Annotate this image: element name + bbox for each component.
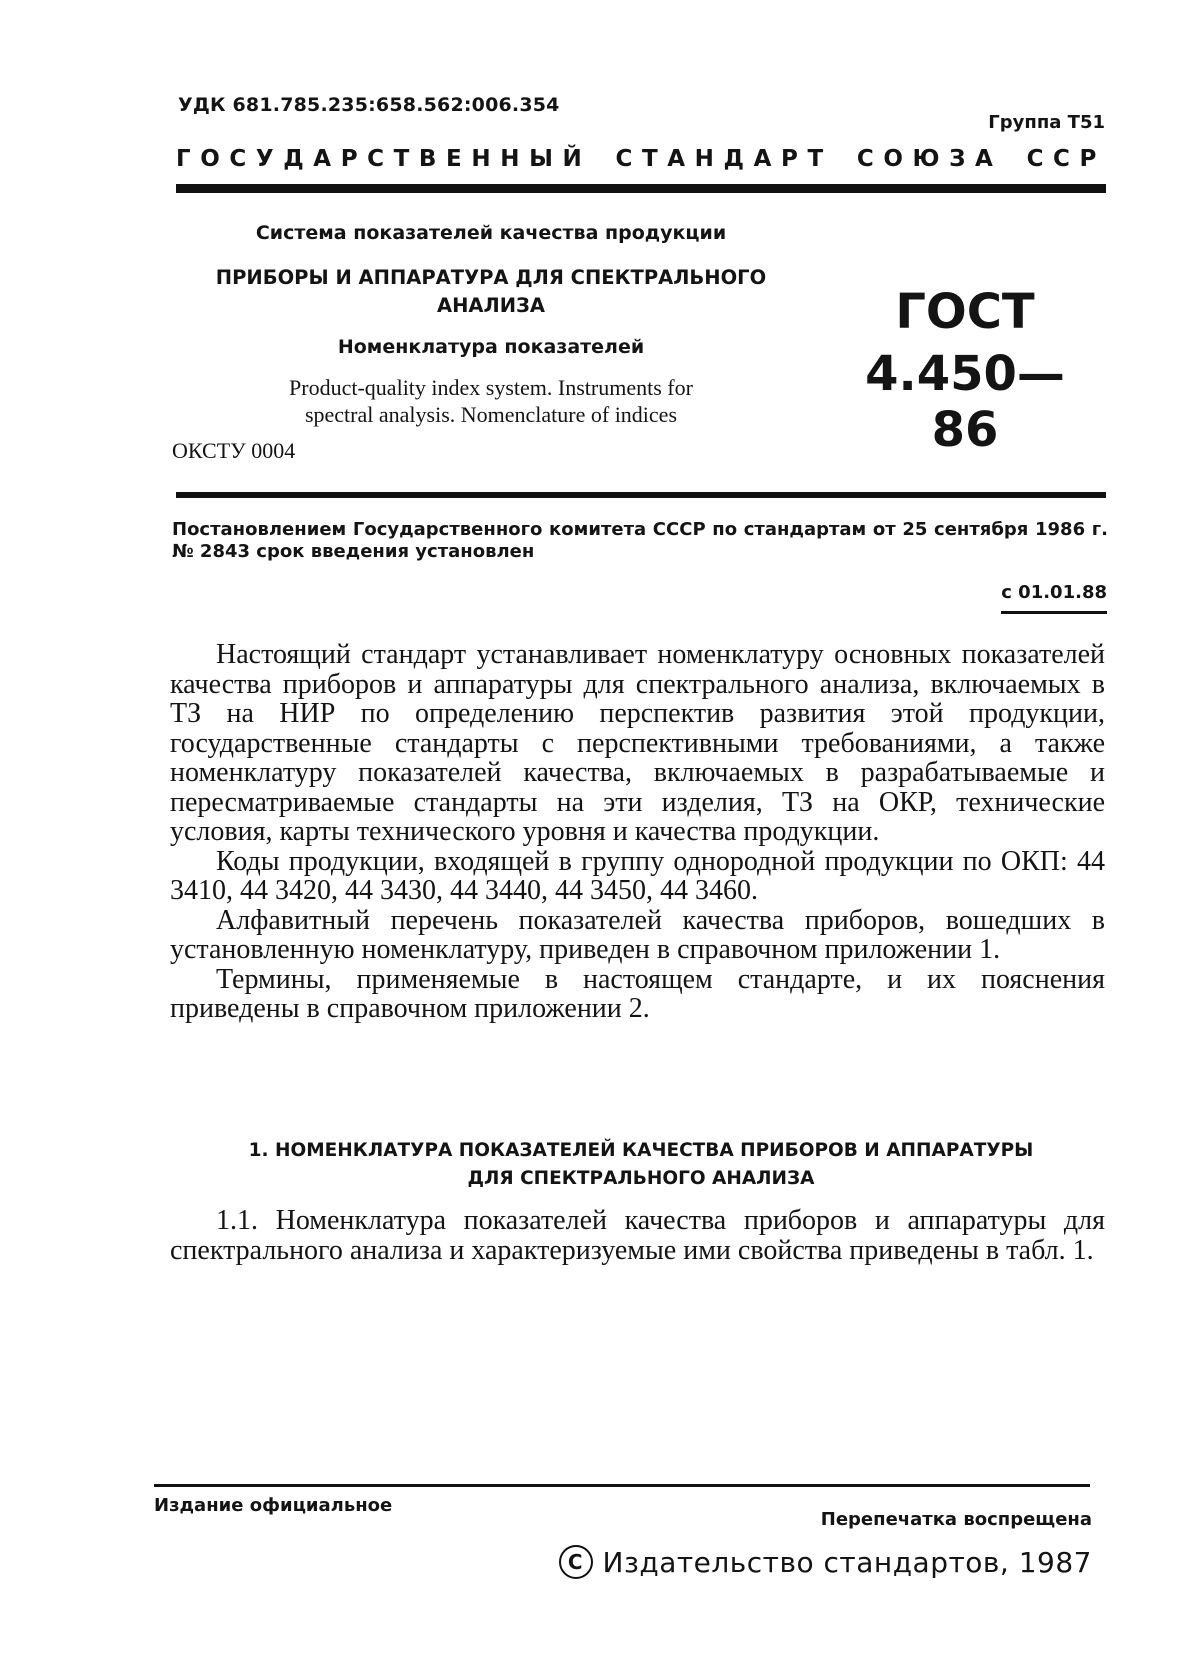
publisher-line xyxy=(559,1545,1093,1579)
publisher-text: Издательство стандартов, 1987 xyxy=(602,1545,1092,1579)
header-rule xyxy=(176,184,1106,193)
state-standard-heading xyxy=(176,146,1106,172)
reprint-forbidden-label: Перепечатка воспрещена xyxy=(820,1509,1092,1530)
nomenclature-subtitle: Номенклатура показателей xyxy=(337,336,645,358)
udk-code: УДК 681.785.235:658.562:006.354 xyxy=(178,94,560,116)
document-title-line-2: АНАЛИЗА xyxy=(437,294,545,317)
english-title-line-2: spectral analysis. Nomenclature of indices xyxy=(304,402,678,427)
intro-paragraph-1: Настоящий стандарт устанавливает номенклатуру основных показателей качества приборов и аппаратуры для спектрального анализа, включаемых в ТЗ на НИР по определению перспектив развития этой продукции, государственные стандарты с перспективными требованиями, а также номенклатуру показателей качества, включаемых в разрабатываемые и пересматриваемые стандарты на эти изделия, ТЗ на ОКР, технические условия, карты технического уровня и качества продукции. xyxy=(170,639,1105,847)
gost-label: ГОСТ xyxy=(895,284,1035,340)
intro-paragraph-4: Термины, применяемые в настоящем стандарте, и их пояснения приведены в справочном приложении 2. xyxy=(170,963,1105,1024)
section-1-body xyxy=(170,1206,1105,1265)
document-title xyxy=(176,264,806,320)
state-standard-word-4: ССР xyxy=(1026,146,1106,172)
title-rule xyxy=(176,492,1106,498)
system-subtitle: Система показателей качества продукции xyxy=(255,222,727,244)
section-1-heading xyxy=(176,1137,1106,1193)
state-standard-word-3: СОЮЗА xyxy=(856,146,1003,172)
official-edition-label: Издание официальное xyxy=(154,1495,393,1516)
group-code: Группа Т51 xyxy=(988,112,1105,133)
state-standard-word-1: ГОСУДАРСТВЕННЫЙ xyxy=(176,146,592,172)
english-title xyxy=(176,374,806,428)
footer-rule xyxy=(154,1484,1090,1487)
state-standard-word-2: СТАНДАРТ xyxy=(615,146,833,172)
decree-text: Постановлением Государственного комитета СССР по стандартам от 25 сентября 1986 г. № 2843 срок введения установлен xyxy=(172,519,1108,562)
section-1-heading-line-2: ДЛЯ СПЕКТРАЛЬНОГО АНАЛИЗА xyxy=(467,1168,815,1189)
gost-number: 4.450—86 xyxy=(865,346,1065,458)
document-title-line-1: ПРИБОРЫ И АППАРАТУРА ДЛЯ СПЕКТРАЛЬНОГО xyxy=(215,266,767,289)
intro-paragraph-3: Алфавитный перечень показателей качества приборов, вошедших в установленную номенклатуру, приведен в справочном приложении 1. xyxy=(170,904,1105,965)
introduction-body xyxy=(170,640,1105,1024)
section-1-paragraph-1: 1.1. Номенклатура показателей качества приборов и аппаратуры для спектрального анализа и характеризуемые ими свойства приведены в табл. 1. xyxy=(170,1205,1105,1266)
effective-date: с 01.01.88 xyxy=(1001,582,1107,614)
section-1-heading-line-1: 1. НОМЕНКЛАТУРА ПОКАЗАТЕЛЕЙ КАЧЕСТВА ПРИБОРОВ И АППАРАТУРЫ xyxy=(248,1140,1034,1161)
intro-paragraph-2: Коды продукции, входящей в группу однородной продукции по ОКП: 44 3410, 44 3420, 44 3430, 44 3440, 44 3450, 44 3460. xyxy=(170,845,1105,906)
copyright-icon: C xyxy=(559,1545,593,1579)
okstu-code: ОКСТУ 0004 xyxy=(172,438,296,463)
english-title-line-1: Product-quality index system. Instruments for xyxy=(289,375,693,400)
